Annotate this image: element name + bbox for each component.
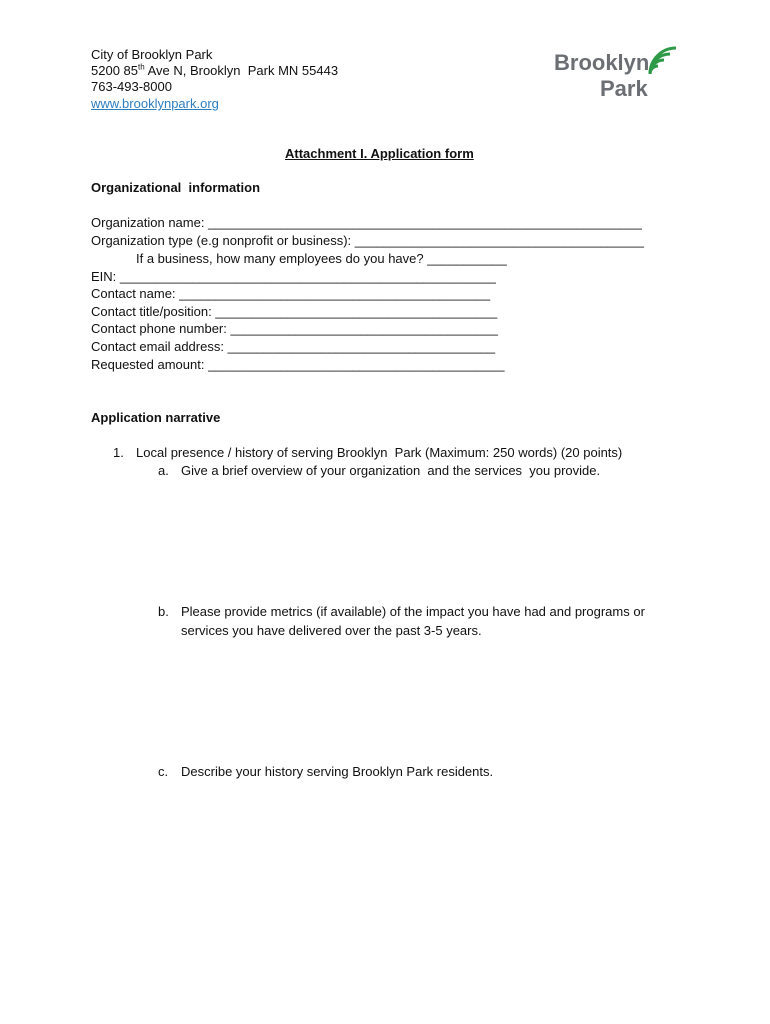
org-info-heading: Organizational information xyxy=(91,180,261,195)
logo-line2: Park xyxy=(600,76,648,101)
question-1b-line1: Please provide metrics (if available) of the impact you have had and programs or xyxy=(181,604,645,619)
address-ordinal: th xyxy=(138,62,145,72)
field-org-type: Organization type (e.g nonprofit or business): ________________________________________ xyxy=(91,233,644,248)
website-link[interactable]: www.brooklynpark.org xyxy=(91,96,219,111)
brooklyn-park-logo xyxy=(552,44,684,102)
logo-line1: Brooklyn xyxy=(554,50,650,75)
question-1c-label: c. xyxy=(158,764,169,779)
question-1-number: 1. xyxy=(113,445,124,460)
narrative-heading: Application narrative xyxy=(91,410,221,425)
phone: 763-493-8000 xyxy=(91,79,172,94)
question-1a-label: a. xyxy=(158,463,169,478)
field-ein: EIN: ____________________________________________________ xyxy=(91,269,496,284)
logo-arcs-icon xyxy=(650,48,676,74)
org-name: City of Brooklyn Park xyxy=(91,47,213,62)
field-contact-title: Contact title/position: _______________________________________ xyxy=(91,304,498,319)
question-1b-label: b. xyxy=(158,604,169,619)
field-contact-email: Contact email address: _____________________________________ xyxy=(91,339,496,354)
address-rest: Ave N, Brooklyn Park MN 55443 xyxy=(144,63,339,78)
field-employees: If a business, how many employees do you have? ___________ xyxy=(136,251,507,266)
field-requested-amount: Requested amount: _________________________________________ xyxy=(91,357,505,372)
question-1b-line2: services you have delivered over the past 3-5 years. xyxy=(181,623,482,638)
address-number: 5200 85 xyxy=(91,63,138,78)
question-1a-text: Give a brief overview of your organization and the services you provide. xyxy=(181,463,601,478)
question-1c-text: Describe your history serving Brooklyn Park residents. xyxy=(181,764,494,779)
field-org-name: Organization name: ____________________________________________________________ xyxy=(91,215,642,230)
address xyxy=(91,63,338,79)
field-contact-phone: Contact phone number: _____________________________________ xyxy=(91,321,498,336)
form-title: Attachment I. Application form xyxy=(285,146,474,161)
field-contact-name: Contact name: ___________________________________________ xyxy=(91,286,491,301)
question-1-text: Local presence / history of serving Brooklyn Park (Maximum: 250 words) (20 points) xyxy=(136,445,623,460)
